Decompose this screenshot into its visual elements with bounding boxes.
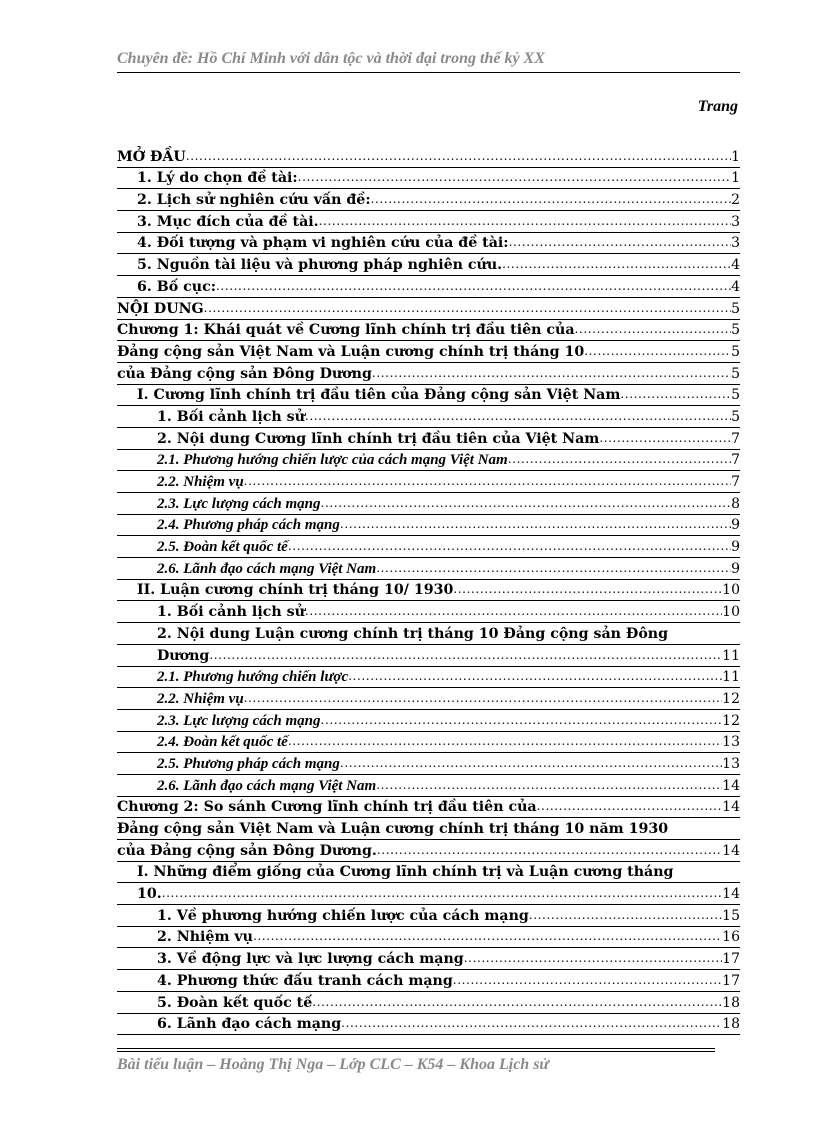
toc-leader-dots: [298, 169, 731, 188]
toc-leader-dots: [216, 278, 731, 297]
footer-rule: [117, 1048, 715, 1049]
toc-leader-dots: [509, 234, 732, 253]
toc-page-number: 7: [731, 430, 740, 447]
toc-entry[interactable]: [117, 818, 740, 840]
toc-leader-dots: [340, 755, 722, 774]
toc-entry[interactable]: [117, 883, 740, 905]
toc-entry-title: MỞ ĐẦU: [117, 148, 186, 165]
toc-page-number: 7: [731, 452, 740, 469]
toc-entry-title: 5. Nguồn tài liệu và phương pháp nghiên cứu.: [137, 257, 503, 274]
toc-page-number: 17: [722, 972, 740, 989]
toc-page-number: 9: [731, 539, 740, 556]
toc-entry[interactable]: [117, 862, 740, 884]
toc-page-number: 11: [722, 669, 740, 686]
toc-entry[interactable]: [117, 601, 740, 623]
toc-page-number: 5: [731, 343, 740, 360]
toc-leader-dots: [209, 647, 722, 666]
toc-leader-dots: [319, 213, 731, 232]
toc-entry[interactable]: [117, 254, 740, 276]
toc-entry[interactable]: [117, 320, 740, 342]
toc-entry[interactable]: [117, 667, 740, 689]
toc-page-number: 10: [722, 582, 740, 599]
toc-entry-title: 2.3. Lực lượng cách mạng: [157, 712, 321, 729]
toc-leader-dots: [376, 560, 731, 579]
toc-leader-dots: [305, 408, 731, 427]
toc-entry-title: 2. Nhiệm vụ: [157, 929, 253, 946]
toc-entry-title: Đảng cộng sản Việt Nam và Luận cương chính trị tháng 10 năm 1930: [117, 821, 669, 837]
toc-entry-title: 2.3. Lực lượng cách mạng: [157, 495, 321, 512]
toc-entry[interactable]: [117, 753, 740, 775]
toc-page-number: 5: [731, 365, 740, 382]
toc-leader-dots: [340, 516, 731, 535]
table-of-contents: [117, 146, 740, 1035]
toc-leader-dots: [453, 972, 722, 991]
toc-page-number: 11: [722, 647, 740, 664]
toc-entry[interactable]: [117, 970, 740, 992]
toc-leader-dots: [464, 950, 722, 969]
toc-leader-dots: [348, 668, 722, 687]
toc-leader-dots: [244, 473, 731, 492]
toc-leader-dots: [673, 880, 740, 882]
toc-entry[interactable]: [117, 363, 740, 385]
toc-page-number: 5: [731, 300, 740, 317]
toc-entry[interactable]: [117, 688, 740, 710]
toc-entry[interactable]: [117, 558, 740, 580]
toc-entry[interactable]: [117, 927, 740, 949]
toc-leader-dots: [537, 798, 723, 817]
toc-entry-title: 1. Lý do chọn đề tài:: [137, 170, 298, 187]
toc-entry-title: Dương: [157, 647, 210, 664]
toc-entry[interactable]: [117, 276, 740, 298]
toc-leader-dots: [371, 191, 732, 210]
toc-page-number: 15: [722, 907, 740, 924]
toc-leader-dots: [162, 885, 722, 904]
toc-leader-dots: [288, 538, 731, 557]
toc-entry[interactable]: [117, 948, 740, 970]
toc-entry-title: của Đảng cộng sản Đông Dương.: [117, 842, 377, 859]
toc-entry-title: của Đảng cộng sản Đông Dương: [117, 365, 372, 382]
toc-entry-title: Đảng cộng sản Việt Nam và Luận cương chính trị tháng 10: [117, 343, 585, 360]
toc-entry-title: 2. Nội dung Luận cương chính trị tháng 10 Đảng cộng sản Đông: [157, 625, 669, 642]
toc-page-number: 14: [722, 842, 740, 859]
toc-entry[interactable]: [117, 775, 740, 797]
toc-entry-title: 3. Về động lực và lực lượng cách mạng: [157, 951, 464, 968]
toc-entry-title: 1. Bối cảnh lịch sử: [157, 408, 305, 425]
toc-leader-dots: [584, 343, 731, 362]
toc-entry-title: 6. Lãnh đạo cách mạng: [157, 1016, 342, 1033]
toc-entry-title: 1. Về phương hướng chiến lược của cách mạng: [157, 907, 529, 924]
toc-page-number: 12: [722, 690, 740, 707]
toc-entry-title: 2.4. Phương pháp cách mạng: [157, 517, 340, 534]
page-footer: Bài tiểu luận – Hoàng Thị Nga – Lớp CLC – K54 – Khoa Lịch sử: [117, 1056, 550, 1073]
toc-entry[interactable]: [117, 515, 740, 537]
toc-entry[interactable]: [117, 385, 740, 407]
toc-leader-dots: [599, 430, 731, 449]
toc-entry[interactable]: [117, 797, 740, 819]
toc-page-number: 9: [731, 517, 740, 534]
toc-entry[interactable]: [117, 189, 740, 211]
toc-leader-dots: [620, 386, 731, 405]
toc-entry[interactable]: [117, 840, 740, 862]
toc-entry[interactable]: [117, 992, 740, 1014]
toc-page-number: 1: [731, 148, 740, 165]
toc-page-number: 4: [731, 278, 740, 295]
toc-entry-title: 3. Mục đích của đề tài.: [137, 213, 319, 230]
toc-leader-dots: [668, 837, 740, 839]
toc-leader-dots: [321, 495, 732, 514]
toc-entry-title: I. Cương lĩnh chính trị đầu tiên của Đảng cộng sản Việt Nam: [137, 387, 621, 404]
toc-entry[interactable]: [117, 905, 740, 927]
toc-entry[interactable]: [117, 732, 740, 754]
toc-entry-title: 10.: [137, 886, 162, 903]
toc-entry[interactable]: [117, 580, 740, 602]
toc-leader-dots: [341, 1015, 722, 1034]
toc-entry-title: 2.5. Phương pháp cách mạng: [157, 755, 340, 772]
toc-leader-dots: [529, 907, 722, 926]
toc-leader-dots: [668, 642, 740, 644]
toc-page-number: 14: [722, 777, 740, 794]
toc-page-number: 3: [731, 213, 740, 230]
toc-leader-dots: [453, 581, 722, 600]
toc-entry-title: 5. Đoàn kết quốc tế: [157, 994, 313, 1011]
toc-entry-title: 2.6. Lãnh đạo cách mạng Việt Nam: [157, 777, 377, 794]
toc-leader-dots: [502, 256, 731, 275]
toc-entry[interactable]: [117, 146, 740, 168]
toc-page-number: 5: [731, 408, 740, 425]
toc-entry[interactable]: [117, 623, 740, 645]
toc-page-number: 14: [722, 886, 740, 903]
toc-entry-title: Chương 2: So sánh Cương lĩnh chính trị đầu tiên của: [117, 799, 537, 816]
page-column-label: Trang: [697, 98, 738, 115]
toc-page-number: 1: [731, 170, 740, 187]
toc-leader-dots: [372, 365, 731, 384]
toc-entry[interactable]: [117, 233, 740, 255]
toc-entry[interactable]: [117, 168, 740, 190]
toc-entry-title: Chương 1: Khái quát về Cương lĩnh chính trị đầu tiên của: [117, 322, 575, 339]
toc-leader-dots: [204, 300, 731, 319]
toc-entry-title: 2. Nội dung Cương lĩnh chính trị đầu tiên của Việt Nam: [157, 430, 600, 447]
toc-page-number: 7: [731, 474, 740, 490]
toc-entry-title: 2.2. Nhiệm vụ: [157, 690, 244, 707]
toc-page-number: 9: [731, 560, 740, 577]
page-header: Chuyên đề: Hồ Chí Minh với dân tộc và thời đại trong thế kỷ XX: [117, 50, 545, 67]
toc-page-number: 17: [722, 951, 740, 968]
toc-entry[interactable]: [117, 298, 740, 320]
toc-entry-title: 2. Lịch sử nghiên cứu vấn đề:: [137, 192, 371, 209]
toc-entry-title: I. Những điểm giống của Cương lĩnh chính trị và Luận cương tháng: [137, 864, 674, 881]
toc-entry-title: NỘI DUNG: [117, 300, 204, 317]
toc-entry-title: II. Luận cương chính trị tháng 10/ 1930: [137, 582, 454, 599]
toc-page-number: 3: [731, 235, 740, 252]
toc-entry-title: 2.5. Đoàn kết quốc tế: [157, 539, 288, 556]
footer-rule: [117, 1051, 715, 1052]
toc-leader-dots: [244, 690, 723, 709]
toc-leader-dots: [377, 842, 722, 861]
toc-entry-title: 2.1. Phương hướng chiến lược của cách mạng Việt Nam: [157, 452, 508, 469]
toc-entry[interactable]: [117, 536, 740, 558]
toc-page-number: 13: [722, 755, 740, 772]
toc-leader-dots: [575, 321, 732, 340]
toc-entry-title: 6. Bố cục:: [137, 278, 216, 295]
toc-entry[interactable]: [117, 645, 740, 667]
toc-entry[interactable]: [117, 341, 740, 363]
toc-entry[interactable]: [117, 493, 740, 515]
toc-page-number: 13: [722, 734, 740, 751]
toc-page-number: 18: [722, 994, 740, 1011]
toc-page-number: 2: [731, 192, 740, 209]
toc-page-number: 14: [722, 799, 740, 816]
toc-leader-dots: [376, 777, 722, 796]
header-rule: [117, 72, 740, 73]
toc-page-number: 18: [722, 1016, 740, 1033]
toc-entry-title: 2.6. Lãnh đạo cách mạng Việt Nam: [157, 560, 377, 577]
toc-entry-title: 2.1. Phương hướng chiến lược: [157, 669, 349, 686]
toc-page-number: 5: [731, 322, 740, 339]
toc-page-number: 16: [722, 929, 740, 946]
toc-entry[interactable]: [117, 428, 740, 450]
toc-entry[interactable]: [117, 471, 740, 493]
toc-page-number: 8: [731, 495, 740, 512]
toc-entry[interactable]: [117, 1014, 740, 1036]
toc-entry[interactable]: [117, 406, 740, 428]
toc-entry[interactable]: [117, 450, 740, 472]
toc-leader-dots: [321, 712, 723, 731]
toc-leader-dots: [305, 603, 722, 622]
toc-entry-title: 1. Bối cảnh lịch sử: [157, 604, 305, 621]
toc-page-number: 5: [731, 387, 740, 404]
toc-page-number: 10: [722, 604, 740, 621]
toc-leader-dots: [253, 928, 722, 947]
toc-leader-dots: [312, 994, 722, 1013]
toc-page-number: 4: [731, 257, 740, 274]
toc-entry[interactable]: [117, 710, 740, 732]
toc-entry-title: 2.2. Nhiệm vụ: [157, 474, 244, 490]
toc-entry-title: 2.4. Đoàn kết quốc tế: [157, 734, 288, 751]
toc-entry-title: 4. Phương thức đấu tranh cách mạng: [157, 972, 453, 989]
toc-leader-dots: [288, 733, 722, 752]
toc-page-number: 12: [722, 712, 740, 729]
toc-entry[interactable]: [117, 211, 740, 233]
toc-leader-dots: [508, 451, 731, 470]
toc-leader-dots: [186, 148, 731, 167]
toc-entry-title: 4. Đối tượng và phạm vi nghiên cứu của đề tài:: [137, 235, 509, 252]
